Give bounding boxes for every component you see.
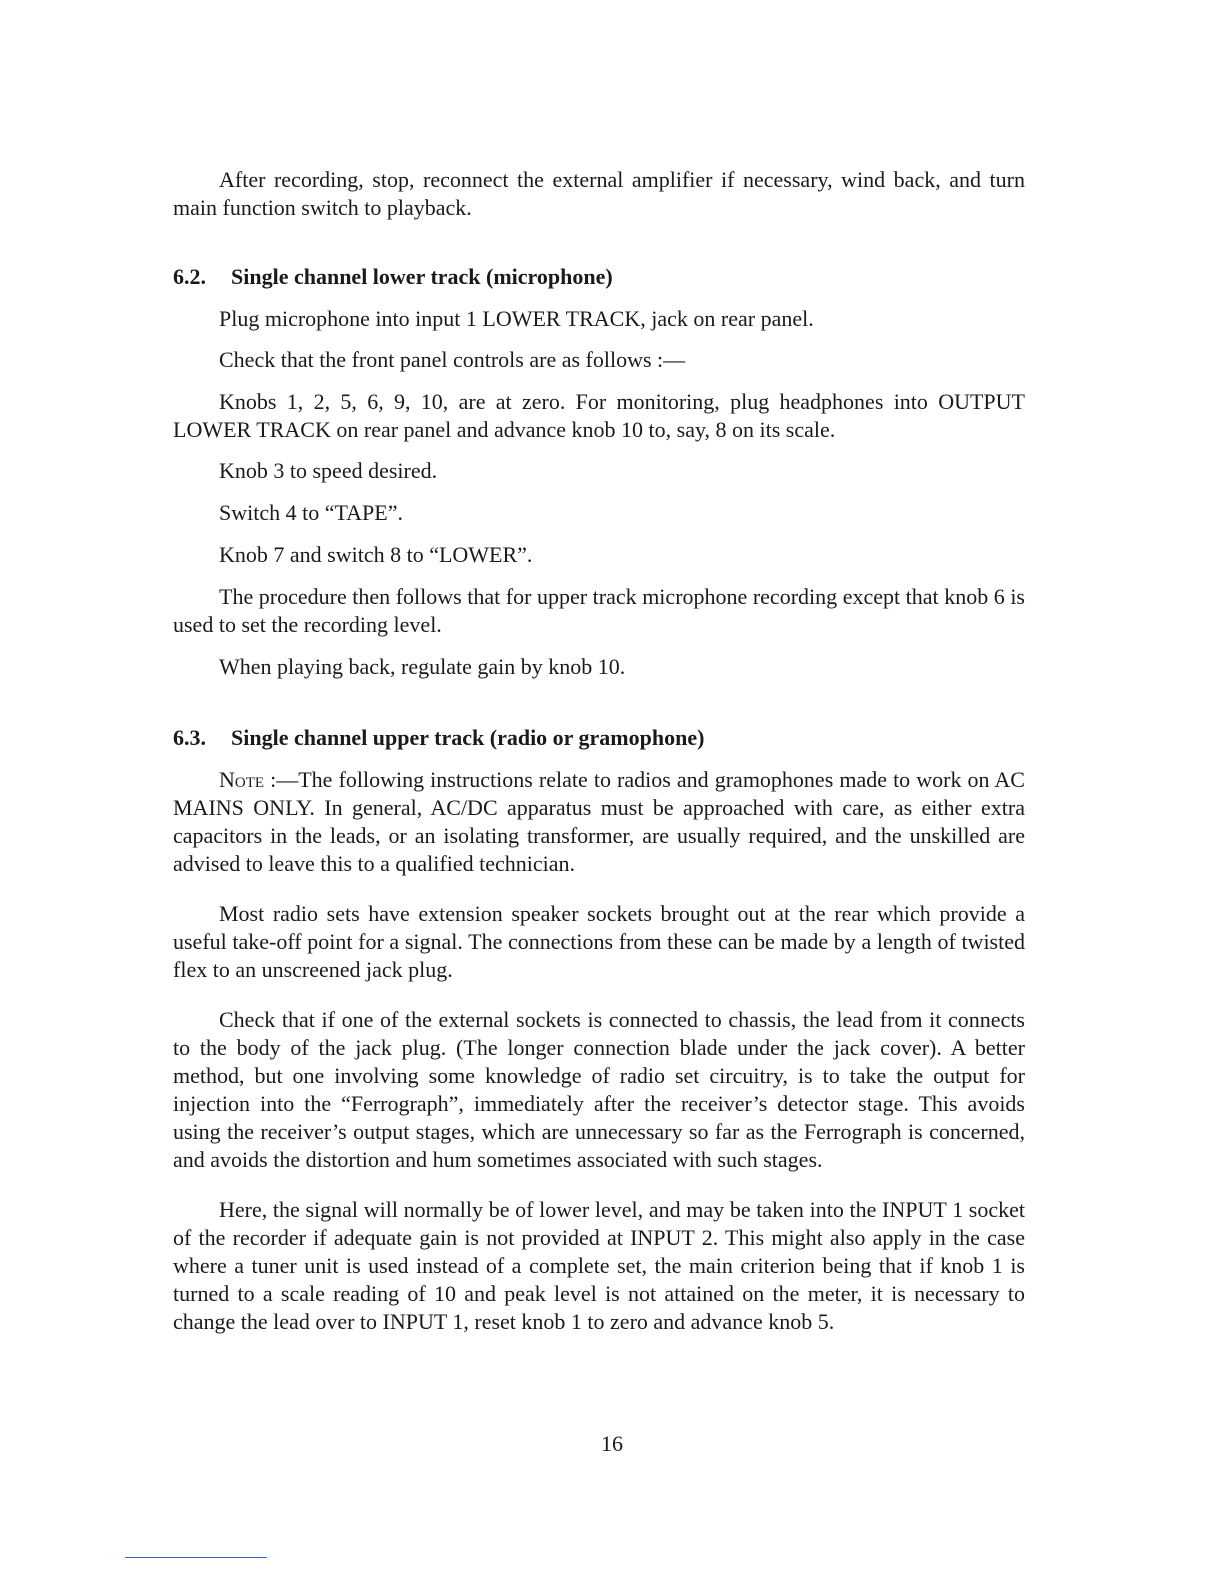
paragraph: Check that the front panel controls are as follows :— [219, 347, 686, 372]
section-title: Single channel upper track (radio or gramophone) [231, 725, 705, 750]
paragraph: Most radio sets have extension speaker sockets brought out at the rear which provide a useful take-off point for a signal. The connections from these can be made by a length of twisted flex to an unscreened jack plug. [173, 901, 1025, 982]
note-paragraph [173, 766, 1025, 878]
paragraph: The procedure then follows that for upper track microphone recording except that knob 6 is used to set the recording level. [173, 584, 1025, 637]
page-body [173, 166, 1025, 1336]
footnote-rule [125, 1557, 267, 1558]
section-number: 6.3. [173, 725, 206, 750]
paragraph: When playing back, regulate gain by knob 10. [219, 654, 626, 679]
note-text: :—The following instructions relate to radios and gramophones made to work on AC MAINS ONLY. In general, AC/DC apparatus must be approached with care, as either extra capacitors in the leads, or an isolating transformer, are usually required, and the unskilled are advised to leave this to a qualified technician. [173, 767, 1025, 876]
paragraph: Plug microphone into input 1 LOWER TRACK, jack on rear panel. [219, 306, 814, 331]
section-heading-6-3 [173, 724, 1025, 752]
section-heading-6-2 [173, 263, 1025, 291]
section-title: Single channel lower track (microphone) [231, 264, 613, 289]
paragraph: Knob 7 and switch 8 to “LOWER”. [219, 542, 533, 567]
paragraph: Here, the signal will normally be of lower level, and may be taken into the INPUT 1 socket of the recorder if adequate gain is not provided at INPUT 2. This might also apply in the case where a tuner unit is used instead of a complete set, the main criterion being that if knob 1 is turned to a scale reading of 10 and peak level is not attained on the meter, it is necessary to change the lead over to INPUT 1, reset knob 1 to zero and advance knob 5. [173, 1197, 1025, 1334]
paragraph: Knobs 1, 2, 5, 6, 9, 10, are at zero. For monitoring, plug headphones into OUTPUT LOWER TRACK on rear panel and advance knob 10 to, say, 8 on its scale. [173, 389, 1025, 442]
section-number: 6.2. [173, 264, 206, 289]
page-number: 16 [601, 1431, 623, 1456]
intro-paragraph: After recording, stop, reconnect the external amplifier if necessary, wind back, and turn main function switch to playback. [173, 167, 1025, 220]
note-label: Note [219, 767, 265, 792]
paragraph: Switch 4 to “TAPE”. [219, 500, 403, 525]
paragraph: Knob 3 to speed desired. [219, 458, 438, 483]
paragraph: Check that if one of the external sockets is connected to chassis, the lead from it connects to the body of the jack plug. (The longer connection blade under the jack cover). A better method, but one involving some knowledge of radio set circuitry, is to take the output for injection into the “Ferrograph”, immediately after the receiver’s detector stage. This avoids using the receiver’s output stages, which are unnecessary so far as the Ferrograph is concerned, and avoids the distortion and hum sometimes associated with such stages. [173, 1007, 1025, 1172]
